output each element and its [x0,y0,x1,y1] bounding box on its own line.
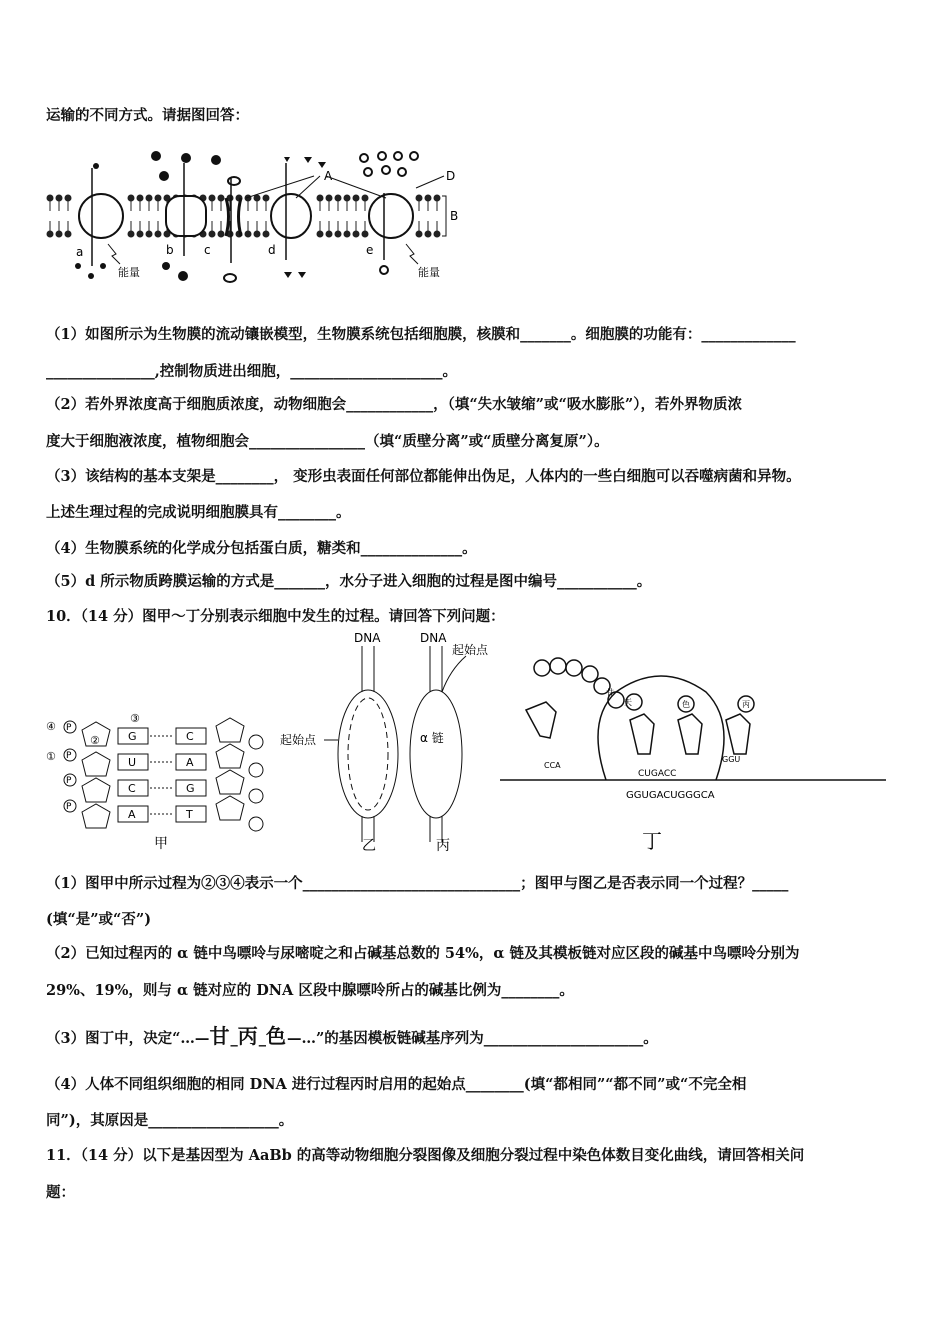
origin-label-bing: 起始点 [452,643,489,657]
lipid-head [317,231,324,238]
lipid-head [344,231,351,238]
lipid-head [209,195,216,202]
q9-line-7: （4）生物膜系统的化学成分包括蛋白质，糖类和______________。 [46,540,477,557]
q10-line-1: （1）图甲中所示过程为②③④表示一个______________________________；图甲与图乙是否表示同一个过程？_____ [46,875,789,892]
q10-3-sep-1: _ [230,1030,238,1047]
lipid-head [47,231,54,238]
q10-line-2: (填“是”或“否”) [46,911,152,928]
lipid-head [218,195,225,202]
protein-channel [166,196,206,236]
caption-jia: 甲 [154,836,168,852]
dna-label-yi: DNA [354,631,381,645]
energy-label-left: 能量 [118,266,140,279]
q10-3-word-1: 甘 [209,1024,231,1048]
caption-ding: 丁 [642,829,662,853]
q10-line-4: 29%、19%，则与 α 链对应的 DNA 区段中腺嘌呤所占的碱基比例为________。 [46,982,574,999]
mark-4: ④ [46,720,56,733]
lipid-head [209,231,216,238]
lipid-head [425,231,432,238]
aa-gan: 甘 [606,688,614,697]
label-c: c [204,243,211,257]
membrane-figure [46,148,466,288]
q9-line-8: （5）d 所示物质跨膜运输的方式是_______，水分子进入细胞的过程是图中编号___________。 [46,573,652,590]
lipid-head [326,231,333,238]
lipid-head [65,231,72,238]
lipid-head [128,231,135,238]
mark-1: ① [46,750,56,763]
q10-3-sep-2: _ [258,1030,266,1047]
lipid-head [434,231,441,238]
fig-yi [324,646,398,842]
q10-4-line-2: 同”)，其原因是__________________。 [46,1112,294,1129]
anticodon-left: CCA [544,761,561,770]
lipid-head [254,231,261,238]
lipid-head [245,195,252,202]
lipid-head [245,231,252,238]
lipid-head [335,231,342,238]
base-left: G [128,730,137,743]
q10-3-tail: —…”的基因模板链碱基序列为______________________。 [286,1030,658,1047]
caption-bing: 丙 [436,838,450,854]
q11-line-1: 11．（14 分）以下是基因型为 AaBb 的高等动物细胞分裂图像及细胞分裂过程中染色体数目变化曲线，请回答相关问 [46,1147,805,1164]
q10-3-line [46,1020,658,1049]
lipid-head [218,231,225,238]
base-right: A [186,756,194,769]
label-B: B [450,209,459,223]
lipid-head [146,195,153,202]
lipid-head [146,231,153,238]
q9-line-4: 度大于细胞液浓度，植物细胞会________________（填“质壁分离”或“质壁分离复原”）。 [46,433,609,450]
lipid-head [137,231,144,238]
q9-line-5: （3）该结构的基本支架是________， 变形虫表面任何部位都能伸出伪足，人体内的一些白细胞可以吞噬病菌和异物。 [46,468,801,485]
dna-label-bing: DNA [420,631,447,645]
label-A: A [324,169,333,183]
lipid-head [128,195,135,202]
lipid-head [362,195,369,202]
lipid-head [263,195,270,202]
protein-a [79,194,123,238]
base-left: A [128,808,136,821]
lipid-head [317,195,324,202]
aa-se: 色 [682,700,690,709]
label-a: a [76,245,84,259]
base-right: G [186,782,195,795]
label-d: d [268,243,276,257]
lipid-head [362,231,369,238]
label-e: e [366,243,374,257]
fig-jia [46,712,263,852]
q9-line-3: （2）若外界浓度高于细胞质浓度，动物细胞会____________，（填“失水皱缩”或“吸水膨胀”），若外界物质浓 [46,396,742,413]
intro-text: 运输的不同方式。请据图回答： [46,107,249,124]
p-3: P [66,776,72,786]
lipid-head [425,195,432,202]
lipid-head [353,195,360,202]
label-D: D [446,169,456,183]
label-b: b [166,243,174,257]
dna-figure [46,630,916,860]
lipid-head [263,231,270,238]
base-right: C [186,730,194,743]
p-4: P [66,802,72,812]
protein-e [369,194,413,238]
alpha-label: α 链 [420,731,444,745]
anticodon-right: GGU [722,755,741,764]
lipid-head [65,195,72,202]
q10-3-word-3: 色 [265,1024,287,1048]
lipid-head [416,231,423,238]
q9-line-6: 上述生理过程的完成说明细胞膜具有________。 [46,504,351,521]
q10-header: 10．（14 分）图甲～丁分别表示细胞中发生的过程。请回答下列问题： [46,608,505,625]
origin-label-yi: 起始点 [280,733,317,747]
lipid-head [56,195,63,202]
q11-line-2: 题： [46,1184,75,1201]
mark-2: ② [90,734,100,747]
lipid-head [56,231,63,238]
lipid-head [137,195,144,202]
lipid-head [155,231,162,238]
base-right: T [186,808,193,821]
p-2: P [66,751,72,761]
lipid-head [434,195,441,202]
q10-4-line-1: （4）人体不同组织细胞的相同 DNA 进行过程丙时启用的起始点________(填“都相同”“都不同”或“不完全相 [46,1076,747,1093]
q10-3-word-2: 丙 [237,1024,259,1048]
lipid-head [344,195,351,202]
lipid-head [335,195,342,202]
q10-line-3: （2）已知过程丙的 α 链中鸟嘌呤与尿嘧啶之和占碱基总数的 54%，α 链及其模板链对应区段的碱基中鸟嘌呤分别为 [46,945,800,962]
aa-tian: 天 [624,698,632,707]
mark-3: ③ [130,712,140,725]
base-left: U [128,756,137,769]
lipid-head [353,231,360,238]
q10-3-prefix: （3）图丁中，决定“…— [46,1030,210,1047]
q9-line-1: （1）如图所示为生物膜的流动镶嵌模型，生物膜系统包括细胞膜，核膜和_______。细胞膜的功能有：_____________ [46,326,796,343]
protein-d [271,194,311,238]
lipid-head [416,195,423,202]
anticodon-middle: CUGACC [638,769,677,779]
energy-label-right: 能量 [418,266,440,279]
q9-line-2: _______________,控制物质进出细胞，_____________________。 [46,363,458,380]
p-1: P [66,723,72,733]
lipid-head [326,195,333,202]
base-left: C [128,782,136,795]
caption-yi: 乙 [362,838,376,854]
mrna-sequence: GGUGACUGGGCA [626,790,715,801]
lipid-head [47,195,54,202]
aa-bing: 丙 [742,700,750,709]
lipid-head [155,195,162,202]
